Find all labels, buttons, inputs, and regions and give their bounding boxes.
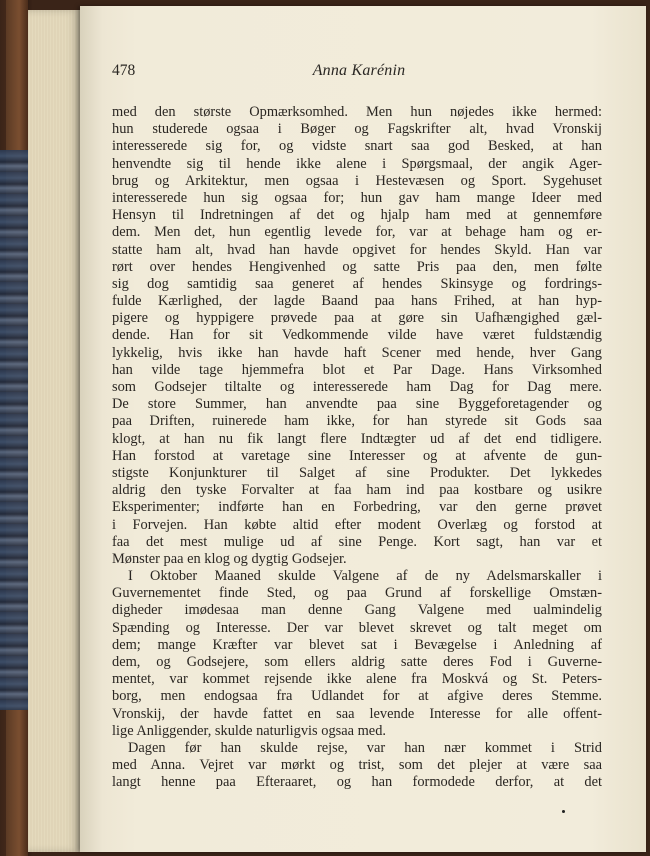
text-line: dem; mange Kræfter var blevet sat i Bevægelse i Anledning af <box>112 636 602 653</box>
text-line: I Oktober Maaned skulde Valgene af de ny Adelsmarskaller i <box>128 568 602 585</box>
page-number: 478 <box>112 62 136 79</box>
text-line: lige Anliggender, skulde naturligvis ogsaa med. <box>112 722 386 739</box>
text-line: interesserede sig for, og vidste snart saa god Besked, at han <box>112 138 602 155</box>
text-line: Guvernementet finde Sted, og paa Grund af forskellige Omstæn- <box>112 585 602 602</box>
book-spine-pattern <box>0 150 28 710</box>
running-title: Anna Karénin <box>312 62 406 79</box>
text-line: De store Summer, han anvendte paa sine Byggeforetagender og <box>112 396 602 413</box>
text-line: dem, og Godsejere, som ellers aldrig satte deres Fod i Guverne- <box>112 654 602 670</box>
text-line: Eksperimenter; indførte han en Forbedring, var den gerne prøvet <box>112 499 602 516</box>
text-line: sig dog samtidig saa generet af hendes Skinsyge og fordrings- <box>112 275 602 292</box>
text-line: faa det mest mulige ud af sine Penge. Kort sagt, han var et <box>112 533 602 550</box>
page-edges <box>28 10 80 852</box>
text-line: pigere og hyppigere prøvede paa at gøre sin Uafhængighed gæl- <box>112 310 602 327</box>
text-line: Vronskij, der havde fattet en saa levende Interesse for alle offent- <box>112 705 602 722</box>
text-line: stigste Konjunkturer til Salget af sine Produkter. Det lykkedes <box>112 464 602 481</box>
text-line: dem. Men det, hun egentlig levede for, var at behage ham og er- <box>112 224 602 241</box>
text-line: aldrig den tyske Forvalter at faa ham ind paa kostbare og usikre <box>112 482 602 499</box>
text-line: mentet, var kommet rejsende ikke alene fra Moskvá og St. Peters- <box>112 671 602 688</box>
text-line: i Forvejen. Han købte altid efter modent Overlæg og forstod at <box>112 516 602 533</box>
text-line: digheder imødesaa man denne Gang Valgene med ualmindelig <box>112 602 602 619</box>
text-line: langt henne paa Efteraaret, og han formodede derfor, at det <box>112 774 602 791</box>
text-line: henvendte sig til hende ikke alene i Spørgsmaal, der angik Ager- <box>112 155 602 172</box>
text-line: klogt, at han nu fik langt flere Indtægter ud af det end tidligere. <box>112 430 602 447</box>
ink-speck <box>562 810 565 813</box>
text-line: paa Driften, ruinerede ham ikke, for han styrede sit Gods saa <box>112 413 602 430</box>
text-line: borg, men endogsaa fra Udlandet for at afgive deres Stemme. <box>112 688 602 705</box>
text-line: fulde Kærlighed, der lagde Baand paa hans Frihed, at han hyp- <box>112 293 602 310</box>
text-line: Dagen før han skulde rejse, var han nær kommet i Strid <box>128 739 602 756</box>
text-line: hun studerede ogsaa i Bøger og Fagskrifter alt, hvad Vronskij <box>112 121 602 138</box>
text-line: dende. Han for sit Vedkommende vilde have været fuldstændig <box>112 327 602 344</box>
text-line: Spænding og Interesse. Der var blevet skrevet og talt meget om <box>112 619 602 636</box>
text-line: brug og Arkitektur, men ogsaa i Hestevæsen og Sport. Sygehuset <box>112 172 602 189</box>
text-line: statte ham alt, hvad han havde opgivet for hendes Skyld. Han var <box>112 241 602 258</box>
text-line: som Godsejer tiltalte og interesserede ham Dag for Dag mere. <box>112 379 602 395</box>
text-line: med den største Opmærksomhed. Men hun nøjedes ikke hermed: <box>112 104 602 120</box>
text-line: rørt over hendes Hengivenhed og satte Pris paa den, men følte <box>112 258 602 275</box>
body-text <box>112 104 602 792</box>
text-line: Han forstod at varetage sine Interesser og at afvente de gun- <box>112 447 602 464</box>
text-line: interesserede hun sig ogsaa for; hun gav ham mange Ideer med <box>112 189 602 206</box>
text-line: lykkelig, hvis ikke han havde haft Scener med hende, hver Gang <box>112 344 602 361</box>
text-line: Hensyn til Indretningen af det og hjalp ham med at gennemføre <box>112 207 602 224</box>
text-line: han vilde tage hjemmefra blot et Par Dage. Hans Virksomhed <box>112 361 602 378</box>
text-line: med Anna. Vejret var mørkt og trist, som det plejer at være saa <box>112 757 602 774</box>
page-header <box>112 62 602 86</box>
text-line: Mønster paa en klog og dygtig Godsejer. <box>112 550 347 567</box>
